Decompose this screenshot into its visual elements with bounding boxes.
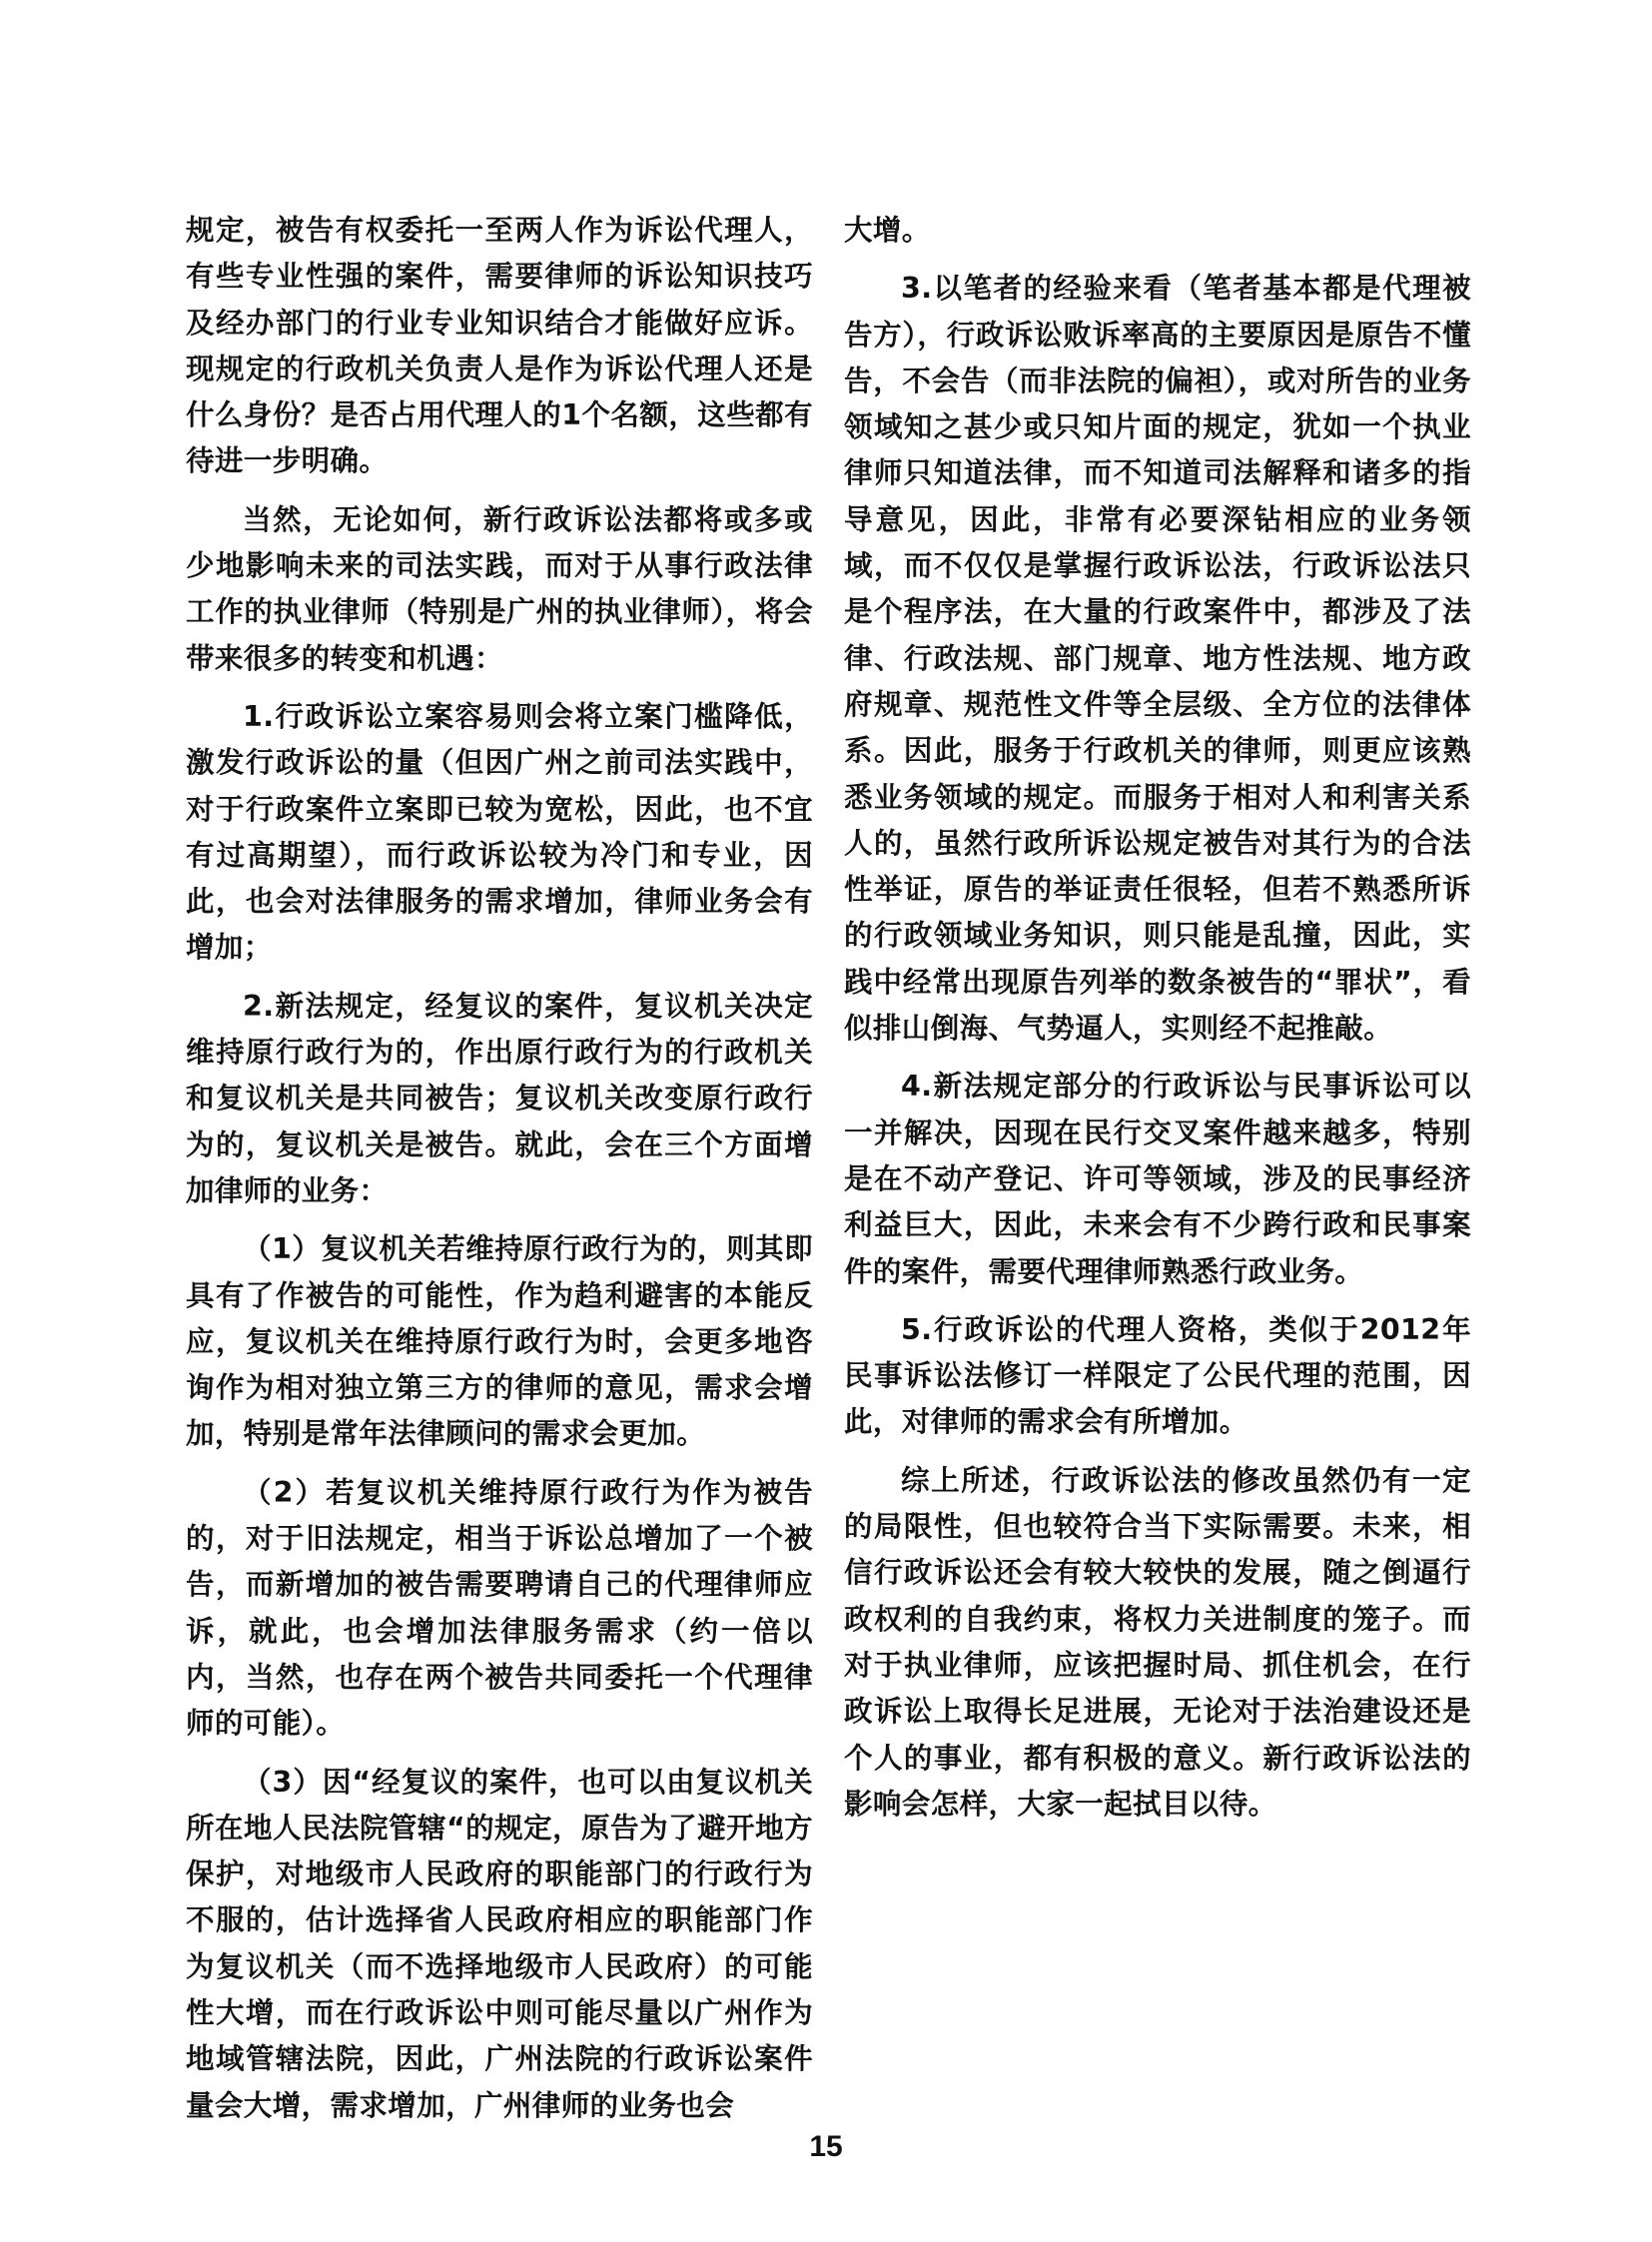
paragraph-continued: 规定，被告有权委托一至两人作为诉讼代理人，有些专业性强的案件，需要律师的诉讼知识技巧及经办部门的行业专业知识结合才能做好应诉。现规定的行政机关负责人是作为诉讼代理人还是什么身份？是否占用代理人的1个名额，这些都有待进一步明确。: [186, 214, 813, 478]
paragraph-continued: 大增。: [844, 214, 931, 247]
paragraph-subitem-2: （2）若复议机关维持原行政行为作为被告的，对于旧法规定，相当于诉讼总增加了一个被告，而新增加的被告需要聘请自己的代理律师应诉，就此，也会增加法律服务需求（约一倍以内，当然，也存在两个被告共同委托一个代理律师的可能）。: [186, 1475, 813, 1741]
left-column: [186, 208, 813, 2129]
paragraph-item-2: 2.新法规定，经复议的案件，复议机关决定维持原行政行为的，作出原行政行为的行政机关和复议机关是共同被告；复议机关改变原行政行为的，复议机关是被告。就此，会在三个方面增加律师的业务：: [186, 989, 813, 1207]
paragraph-item-3: 3.以笔者的经验来看（笔者基本都是代理被告方），行政诉讼败诉率高的主要原因是原告不懂告，不会告（而非法院的偏袒），或对所告的业务领域知之甚少或只知片面的规定，犹如一个执业律师只知道法律，而不知道司法解释和诸多的指导意见，因此，非常有必要深钻相应的业务领域，而不仅仅是掌握行政诉讼法，行政诉讼法只是个程序法，在大量的行政案件中，都涉及了法律、行政法规、部门规章、地方性法规、地方政府规章、规范性文件等全层级、全方位的法律体系。因此，服务于行政机关的律师，则更应该熟悉业务领域的规定。而服务于相对人和利害关系人的，虽然行政所诉讼规定被告对其行为的合法性举证，原告的举证责任很轻，但若不熟悉所诉的行政领域业务知识，则只能是乱撞，因此，实践中经常出现原告列举的数条被告的“罪状”，看似排山倒海、气势逼人，实则经不起推敲。: [844, 272, 1471, 1046]
paragraph-item-1: 1.行政诉讼立案容易则会将立案门槛降低，激发行政诉讼的量（但因广州之前司法实践中，对于行政案件立案即已较为宽松，因此，也不宜有过高期望），而行政诉讼较为冷门和专业，因此，也会对法律服务的需求增加，律师业务会有增加；: [186, 699, 813, 965]
paragraph-conclusion: 综上所述，行政诉讼法的修改虽然仍有一定的局限性，但也较符合当下实际需要。未来，相信行政诉讼还会有较大较快的发展，随之倒逼行政权利的自我约束，将权力关进制度的笼子。而对于执业律师，应该把握时局、抓住机会，在行政诉讼上取得长足进展，无论对于法治建设还是个人的事业，都有积极的意义。新行政诉讼法的影响会怎样，大家一起拭目以待。: [844, 1463, 1471, 1821]
right-column: [844, 208, 1471, 1828]
paragraph-subitem-3: （3）因“经复议的案件，也可以由复议机关所在地人民法院管辖“的规定，原告为了避开地方保护，对地级市人民政府的职能部门的行政行为不服的，估计选择省人民政府相应的职能部门作为复议机关（而不选择地级市人民政府）的可能性大增，而在行政诉讼中则可能尽量以广州作为地域管辖法院，因此，广州法院的行政诉讼案件量会大增，需求增加，广州律师的业务也会: [186, 1765, 813, 2122]
paragraph-subitem-1: （1）复议机关若维持原行政行为的，则其即具有了作被告的可能性，作为趋利避害的本能反应，复议机关在维持原行政行为时，会更多地咨询作为相对独立第三方的律师的意见，需求会增加，特别是常年法律顾问的需求会更加。: [186, 1232, 813, 1451]
page-number: 15: [809, 2130, 843, 2163]
paragraph-item-4: 4.新法规定部分的行政诉讼与民事诉讼可以一并解决，因现在民行交叉案件越来越多，特别是在不动产登记、许可等领域，涉及的民事经济利益巨大，因此，未来会有不少跨行政和民事案件的案件，需要代理律师熟悉行政业务。: [844, 1070, 1471, 1288]
paragraph: 当然，无论如何，新行政诉讼法都将或多或少地影响未来的司法实践，而对于从事行政法律工作的执业律师（特别是广州的执业律师），将会带来很多的转变和机遇：: [186, 502, 813, 675]
paragraph-item-5: 5.行政诉讼的代理人资格，类似于2012年民事诉讼法修订一样限定了公民代理的范围，因此，对律师的需求会有所增加。: [844, 1312, 1471, 1439]
